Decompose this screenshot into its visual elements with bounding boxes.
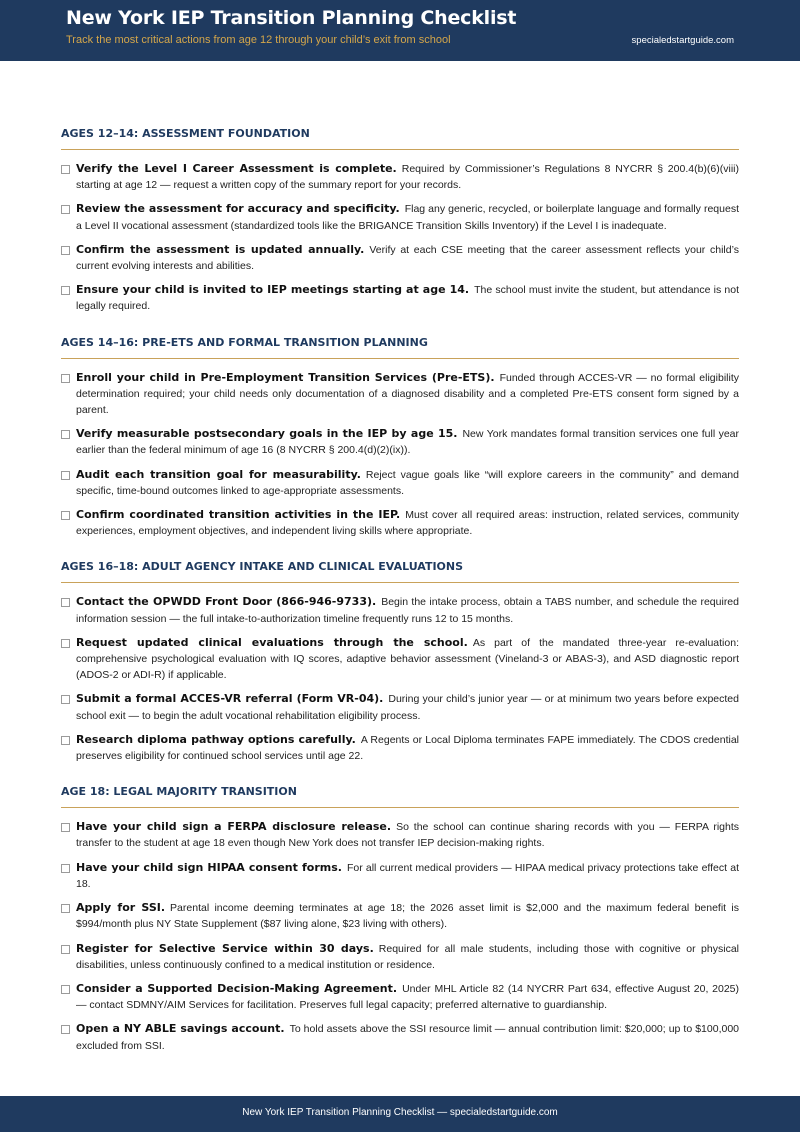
checklist-item-heading: Verify the Level I Career Assessment is complete. xyxy=(76,162,397,175)
checklist-item-heading: Have your child sign a FERPA disclosure release. xyxy=(76,820,392,834)
checklist-item-description: The school must invite the student, but attendance is not legally required. xyxy=(76,284,739,313)
checklist-item-description: A Regents or Local Diploma terminates FAPE immediately. The CDOS credential preserves eligibility for continued school services until age 22. xyxy=(76,733,739,763)
checklist-item xyxy=(61,594,739,626)
checklist-item xyxy=(61,282,739,314)
checklist-item-description: New York mandates formal transition services one full year earlier than the federal minimum of age 16 (8 NYCRR § 200.4(d)(2)(ix)). xyxy=(76,428,739,457)
checkbox-icon[interactable] xyxy=(61,736,70,745)
checklist-item-heading: Confirm coordinated transition activities in the IEP. xyxy=(76,508,401,522)
checklist-item xyxy=(61,370,739,419)
checklist-item-description: For all current medical providers — HIPAA medical privacy protections take effect at 18. xyxy=(76,861,739,890)
checklist-item-description: During your child’s junior year — or at minimum two years before expected school exit — to begin the adult vocational rehabilitation eligibility process. xyxy=(76,693,739,722)
checklist-item-description: As part of the mandated three-year re-evaluation: comprehensive psychological evaluation with IQ scores, adaptive behavior assessment (Vineland-3 or ABAS-3), and ASD diagnostic report (ADOS-2 or ADI-R) if applicable. xyxy=(76,636,739,682)
checklist-item xyxy=(61,242,739,274)
checklist-item-description: Verify at each CSE meeting that the career assessment reflects your child’s current evolving interests and abilities. xyxy=(76,243,739,273)
checklist-section xyxy=(61,126,739,335)
checklist-item-heading: Verify measurable postsecondary goals in the IEP by age 15. xyxy=(76,427,458,441)
checklist-item-description: Reject vague goals like “will explore careers in the community” and demand specific, time-bound outcomes linked to age-appropriate assessments. xyxy=(76,468,739,497)
checklist-item-heading: Submit a formal ACCES-VR referral (Form VR-04). xyxy=(76,692,384,706)
checklist-item xyxy=(61,860,739,892)
header-site-url: specialedstartguide.com xyxy=(631,35,734,46)
checklist-item xyxy=(61,691,739,723)
section-title: AGES 12–14: ASSESSMENT FOUNDATION xyxy=(61,126,739,150)
checklist-item xyxy=(61,900,739,932)
checkbox-icon[interactable] xyxy=(61,205,70,214)
checklist-item-heading: Review the assessment for accuracy and specificity. xyxy=(76,202,400,216)
checkbox-icon[interactable] xyxy=(61,430,70,439)
checklist-item xyxy=(61,161,739,193)
checklist-item-description: So the school can continue sharing records with you — FERPA rights transfer to the student at age 18 even though New York does not transfer IEP decision-making rights. xyxy=(76,821,740,850)
page-title: New York IEP Transition Planning Checklist xyxy=(66,7,517,29)
checklist-item-heading: Register for Selective Service within 30 days. xyxy=(76,941,374,955)
checklist-item-heading: Enroll your child in Pre-Employment Transition Services (Pre-ETS). xyxy=(76,370,495,384)
checkbox-icon[interactable] xyxy=(61,904,70,913)
checkbox-icon[interactable] xyxy=(61,511,70,520)
checklist-item-heading: Open a NY ABLE savings account. xyxy=(76,1022,285,1036)
checkbox-icon[interactable] xyxy=(61,471,70,480)
checklist-item xyxy=(61,507,739,539)
checkbox-icon[interactable] xyxy=(61,598,70,607)
checklist-item xyxy=(61,467,739,499)
checkbox-icon[interactable] xyxy=(61,286,70,295)
checklist-item-heading: Confirm the assessment is updated annually. xyxy=(76,242,365,256)
checklist-content xyxy=(61,126,739,1062)
checklist-item-heading: Apply for SSI. xyxy=(76,901,166,915)
checkbox-icon[interactable] xyxy=(61,695,70,704)
checklist-item xyxy=(61,981,739,1013)
checklist-item-description: To hold assets above the SSI resource limit — annual contribution limit: $20,000; up to $100,000 excluded from SSI. xyxy=(76,1023,740,1052)
checklist-section xyxy=(61,559,739,784)
checklist-item-heading: Research diploma pathway options carefully. xyxy=(76,732,356,746)
checkbox-icon[interactable] xyxy=(61,945,70,954)
checkbox-icon[interactable] xyxy=(61,985,70,994)
checklist-item xyxy=(61,635,739,684)
checkbox-icon[interactable] xyxy=(61,246,70,255)
checklist-item-heading: Contact the OPWDD Front Door (866-946-9733). xyxy=(76,595,377,609)
checklist-item xyxy=(61,426,739,458)
checklist-item-description: Flag any generic, recycled, or boilerplate language and formally request a Level II vocational assessment (standardized tools like the BRIGANCE Transition Skills Inventory) if the Level I is inadequate. xyxy=(76,203,739,232)
page-header xyxy=(0,0,800,61)
checkbox-icon[interactable] xyxy=(61,823,70,832)
checklist-item-description: Funded through ACCES-VR — no formal eligibility determination required; your child needs only documentation of a diagnosed disability and a completed Pre-ETS consent form signed by a parent. xyxy=(76,371,739,417)
page-subtitle: Track the most critical actions from age 12 through your child’s exit from school xyxy=(66,34,451,46)
checkbox-icon[interactable] xyxy=(61,374,70,383)
section-title: AGES 16–18: ADULT AGENCY INTAKE AND CLINICAL EVALUATIONS xyxy=(61,559,739,583)
checklist-item-description: Required by Commissioner’s Regulations 8 NYCRR § 200.4(b)(6)(viii) starting at age 12 — request a written copy of the summary report for your records. xyxy=(76,163,739,192)
checklist-section xyxy=(61,784,739,1053)
checklist-item-description: Must cover all required areas: instruction, related services, community experiences, employment objectives, and independent living skills where appropriate. xyxy=(76,509,739,538)
checklist-item-description: Under MHL Article 82 (14 NYCRR Part 634, effective August 20, 2025) — contact SDMNY/AIM Services for facilitation. Preserves full legal capacity; preferred alternative to guardianship. xyxy=(76,982,740,1012)
checkbox-icon[interactable] xyxy=(61,864,70,873)
checklist-section xyxy=(61,335,739,560)
checklist-item xyxy=(61,201,739,233)
checklist-item xyxy=(61,819,739,851)
checklist-item-heading: Audit each transition goal for measurability. xyxy=(76,467,361,481)
checklist-item-heading: Request updated clinical evaluations through the school. xyxy=(76,635,468,649)
checklist-item-heading: Have your child sign HIPAA consent forms. xyxy=(76,860,342,874)
checklist-item-description: Begin the intake process, obtain a TABS number, and schedule the required information session — the full intake-to-authorization timeline frequently runs 12 to 15 months. xyxy=(76,596,739,625)
checkbox-icon[interactable] xyxy=(61,165,70,174)
checkbox-icon[interactable] xyxy=(61,1025,70,1034)
checklist-item-heading: Ensure your child is invited to IEP meetings starting at age 14. xyxy=(76,283,470,297)
page-footer: New York IEP Transition Planning Checklist — specialedstartguide.com xyxy=(0,1096,800,1132)
checklist-item-description: Required for all male students, including those with cognitive or physical disabilities, unless continuously confined to a medical institution or residence. xyxy=(76,942,739,971)
checkbox-icon[interactable] xyxy=(61,639,70,648)
checklist-item xyxy=(61,1021,739,1053)
section-title: AGE 18: LEGAL MAJORITY TRANSITION xyxy=(61,784,739,808)
checklist-item-description: Parental income deeming terminates at age 18; the 2026 asset limit is $2,000 and the maximum federal benefit is $994/month plus NY State Supplement ($87 living alone, $23 living with others). xyxy=(76,902,739,931)
checklist-item xyxy=(61,732,739,764)
checklist-item-heading: Consider a Supported Decision-Making Agreement. xyxy=(76,981,398,995)
section-title: AGES 14–16: PRE-ETS AND FORMAL TRANSITION PLANNING xyxy=(61,335,739,359)
checklist-item xyxy=(61,941,739,973)
